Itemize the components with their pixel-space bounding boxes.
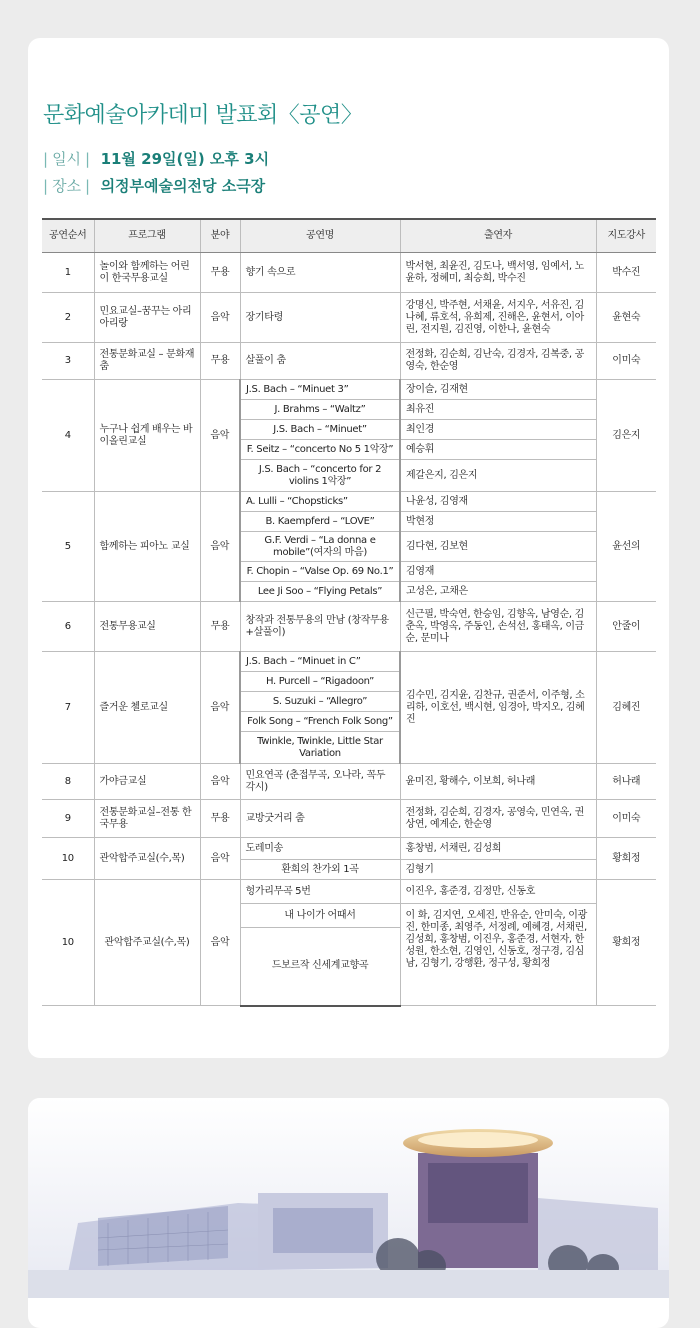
- cell-title: F. Seitz – “concerto No 5 1악장”: [240, 440, 400, 460]
- cell-title: 민요연곡 (춘접무곡, 오나라, 꼭두각시): [240, 764, 400, 800]
- cell-cast: 이 화, 김지연, 오세진, 반유순, 안미숙, 이광진, 한미종, 최영주, 서정례, 예혜경, 서채린, 김성희, 홍창범, 이진우, 홍준경, 서현자, 한성원, 한소현, 김영인, 신동호, 정구경, 김심남, 김형기, 강행환, 정구성, 황희정: [400, 904, 596, 1006]
- info-venue: [43, 175, 265, 196]
- cell-program: 관악합주교실(수,목): [94, 880, 200, 1006]
- cell-program: 가야금교실: [94, 764, 200, 800]
- info-label: 장소: [52, 177, 82, 195]
- table-row: [42, 800, 656, 838]
- separator: |: [43, 150, 49, 168]
- separator: |: [85, 177, 91, 195]
- cell-cast: 김영재: [400, 562, 596, 582]
- page-title: 문화예술아카데미 발표회〈공연〉: [43, 103, 363, 128]
- table-row: [42, 602, 656, 652]
- cell-title: Folk Song – “French Folk Song”: [240, 712, 400, 732]
- cell-program: 전통문화교실 – 문화재 춤: [94, 343, 200, 380]
- cell-cast: 김다현, 김보현: [400, 532, 596, 562]
- cell-cast: 나윤성, 김영재: [400, 492, 596, 512]
- cell-cast: 홍창범, 서채린, 김성희: [400, 838, 596, 860]
- cell-title: 내 나이가 어때서: [240, 904, 400, 928]
- cell-title: 드보르작 신세계교향곡: [240, 928, 400, 1006]
- cell-title: 환희의 찬가외 1곡: [240, 860, 400, 880]
- cell-title: 향기 속으로: [240, 253, 400, 293]
- cell-title: J.S. Bach – “Minuet 3”: [240, 380, 400, 400]
- cell-title: B. Kaempferd – “LOVE”: [240, 512, 400, 532]
- info-value: 11월 29일(일) 오후 3시: [100, 150, 270, 168]
- cell-title: J.S. Bach – “Minuet in C”: [240, 652, 400, 672]
- table-row: [42, 380, 656, 400]
- table-row: [42, 343, 656, 380]
- cell-teacher: 허나래: [596, 764, 656, 800]
- cell-title: H. Purcell – “Rigadoon”: [240, 672, 400, 692]
- cell-order: 5: [42, 492, 94, 602]
- cell-cast: 김수민, 김지윤, 김찬규, 권준서, 이주형, 소리하, 이호선, 백시현, 임경아, 박지오, 김혜진: [400, 652, 596, 764]
- cell-teacher: 윤선의: [596, 492, 656, 602]
- cell-program: 전통무용교실: [94, 602, 200, 652]
- cell-teacher: 윤현숙: [596, 293, 656, 343]
- cell-program: 민요교실–꿈꾸는 아리아리랑: [94, 293, 200, 343]
- cell-cast: 김형기: [400, 860, 596, 880]
- cell-order: 1: [42, 253, 94, 293]
- table-row: [42, 880, 656, 904]
- header-title: 공연명: [240, 219, 400, 253]
- cell-title: 도레미송: [240, 838, 400, 860]
- table-row: [42, 764, 656, 800]
- cell-teacher: 황희정: [596, 838, 656, 880]
- cell-teacher: 김혜진: [596, 652, 656, 764]
- cell-teacher: 박수진: [596, 253, 656, 293]
- cell-cast: 전정화, 김순희, 김난숙, 김경자, 김복중, 공영숙, 한순영: [400, 343, 596, 380]
- cell-order: 7: [42, 652, 94, 764]
- cell-field: 음악: [200, 380, 240, 492]
- cell-field: 무용: [200, 800, 240, 838]
- cell-program: 놀이와 함께하는 어린이 한국무용교실: [94, 253, 200, 293]
- cell-teacher: 이미숙: [596, 343, 656, 380]
- cell-title: 교방굿거리 춤: [240, 800, 400, 838]
- program-table: [42, 218, 656, 1007]
- cell-field: 음악: [200, 652, 240, 764]
- cell-field: 음악: [200, 293, 240, 343]
- cell-order: 4: [42, 380, 94, 492]
- separator: |: [85, 150, 91, 168]
- cell-field: 음악: [200, 880, 240, 1006]
- cell-program: 즐거운 첼로교실: [94, 652, 200, 764]
- table-row: [42, 293, 656, 343]
- cell-order: 10: [42, 838, 94, 880]
- cell-cast: 장이슬, 김재현: [400, 380, 596, 400]
- cell-field: 무용: [200, 343, 240, 380]
- table-row: [42, 838, 656, 860]
- cell-cast: 신근필, 박숙연, 한승임, 김향옥, 남영순, 김춘옥, 박영옥, 주동인, 손석선, 홍태옥, 이금순, 문미나: [400, 602, 596, 652]
- cell-title: J. Brahms – “Waltz”: [240, 400, 400, 420]
- cell-title: 장기타령: [240, 293, 400, 343]
- cell-field: 무용: [200, 602, 240, 652]
- cell-cast: 최유진: [400, 400, 596, 420]
- cell-title: J.S. Bach – “Minuet”: [240, 420, 400, 440]
- cell-program: 누구나 쉽게 배우는 바이올린교실: [94, 380, 200, 492]
- cell-cast: 최인경: [400, 420, 596, 440]
- cell-field: 무용: [200, 253, 240, 293]
- cell-program: 전통문화교실–전통 한국무용: [94, 800, 200, 838]
- cell-teacher: 황희정: [596, 880, 656, 1006]
- cell-teacher: 김은지: [596, 380, 656, 492]
- info-label: 일시: [52, 150, 82, 168]
- cell-title: 살풀이 춤: [240, 343, 400, 380]
- cell-cast: 박서현, 최윤진, 김도나, 백서영, 임예서, 노윤하, 정혜미, 최승희, 박수진: [400, 253, 596, 293]
- cell-cast: 박현정: [400, 512, 596, 532]
- cell-order: 6: [42, 602, 94, 652]
- table-header: [42, 219, 656, 253]
- header-cast: 출연자: [400, 219, 596, 253]
- header-order: 공연순서: [42, 219, 94, 253]
- concert-hall-illustration: [28, 1098, 669, 1298]
- cell-order: 3: [42, 343, 94, 380]
- header-field: 분야: [200, 219, 240, 253]
- table-row: [42, 253, 656, 293]
- info-value: 의정부예술의전당 소극장: [100, 177, 266, 195]
- cell-title: A. Lulli – “Chopsticks”: [240, 492, 400, 512]
- cell-order: 10: [42, 880, 94, 1006]
- cell-cast: 제갈은지, 김은지: [400, 460, 596, 492]
- cell-teacher: 이미숙: [596, 800, 656, 838]
- building-image-card: [28, 1098, 669, 1328]
- cell-cast: 전정화, 김순희, 김경자, 공영숙, 민연옥, 권상연, 예계순, 한순영: [400, 800, 596, 838]
- cell-cast: 이진우, 홍준경, 김정만, 신동호: [400, 880, 596, 904]
- header-program: 프로그램: [94, 219, 200, 253]
- cell-cast: 강명신, 박주현, 서채윤, 서지우, 서유진, 김나혜, 류호석, 유희제, 진해은, 윤현서, 이아린, 전지원, 김진영, 이한나, 윤현숙: [400, 293, 596, 343]
- table-row: [42, 492, 656, 512]
- cell-field: 음악: [200, 764, 240, 800]
- cell-title: 헝가리무곡 5번: [240, 880, 400, 904]
- separator: |: [43, 177, 49, 195]
- cell-order: 2: [42, 293, 94, 343]
- cell-cast: 예승휘: [400, 440, 596, 460]
- cell-order: 8: [42, 764, 94, 800]
- cell-title: S. Suzuki – “Allegro”: [240, 692, 400, 712]
- cell-program: 함께하는 피아노 교실: [94, 492, 200, 602]
- cell-cast: 윤미진, 황해수, 이보희, 허나래: [400, 764, 596, 800]
- table-row: [42, 652, 656, 672]
- cell-title: G.F. Verdi – “La donna e mobile”(여자의 마음): [240, 532, 400, 562]
- cell-teacher: 안줄이: [596, 602, 656, 652]
- program-card: [28, 38, 669, 1058]
- cell-cast: 고성은, 고채은: [400, 582, 596, 602]
- cell-title: Twinkle, Twinkle, Little Star Variation: [240, 732, 400, 764]
- header-teacher: 지도강사: [596, 219, 656, 253]
- cell-order: 9: [42, 800, 94, 838]
- cell-field: 음악: [200, 492, 240, 602]
- cell-title: 창작과 전통무용의 만남 (창작무용+살풀이): [240, 602, 400, 652]
- cell-program: 관악합주교실(수,목): [94, 838, 200, 880]
- cell-title: J.S. Bach – “concerto for 2 violins 1악장”: [240, 460, 400, 492]
- cell-title: Lee Ji Soo – “Flying Petals”: [240, 582, 400, 602]
- cell-title: F. Chopin – “Valse Op. 69 No.1”: [240, 562, 400, 582]
- info-date: [43, 148, 269, 169]
- cell-field: 음악: [200, 838, 240, 880]
